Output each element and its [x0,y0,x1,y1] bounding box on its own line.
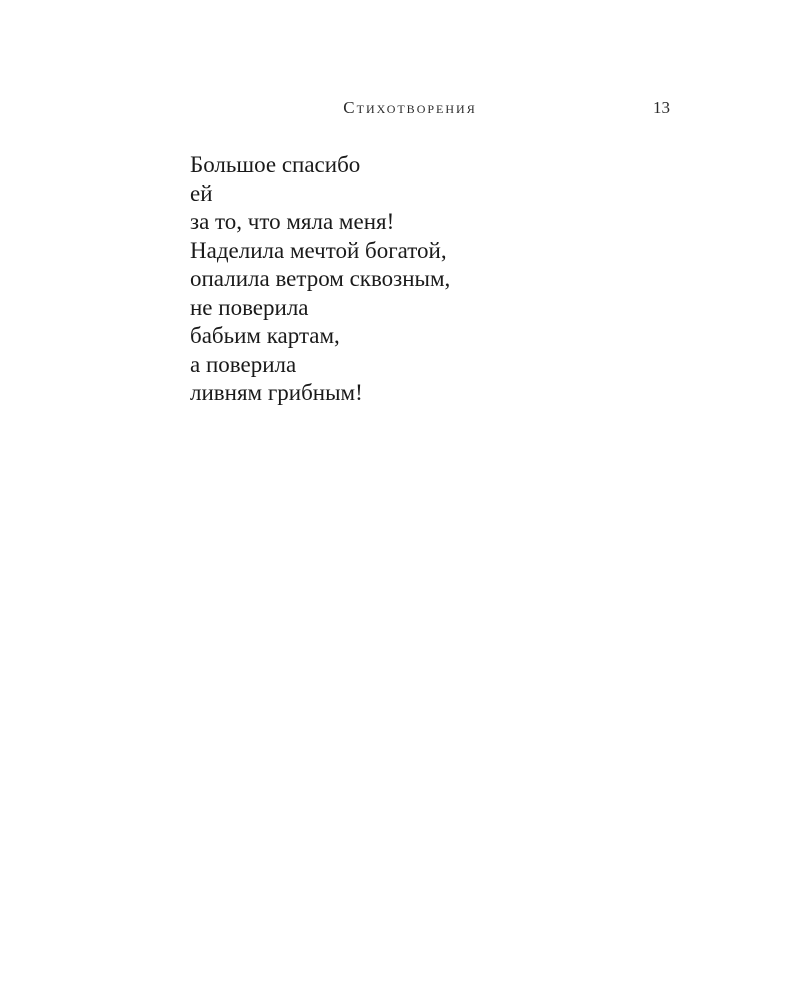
poem-line: бабьим картам, [190,323,340,348]
poem-line: не поверила [190,294,309,320]
section-title: Стихотворения [343,98,477,117]
poem-line: Большое спасибо [190,152,361,177]
poem-text [190,151,450,408]
poem-line: ливням грибным! [190,380,363,405]
running-header [190,98,670,122]
page-number: 13 [653,98,670,117]
poem-line: опалила ветром сквозным, [190,266,451,291]
poem-line: Наделила мечтой богатой, [190,237,447,263]
poem-line: за то, что мяла меня! [190,209,395,234]
poem-line: а поверила [190,351,297,377]
poem-line: ей [190,180,213,206]
